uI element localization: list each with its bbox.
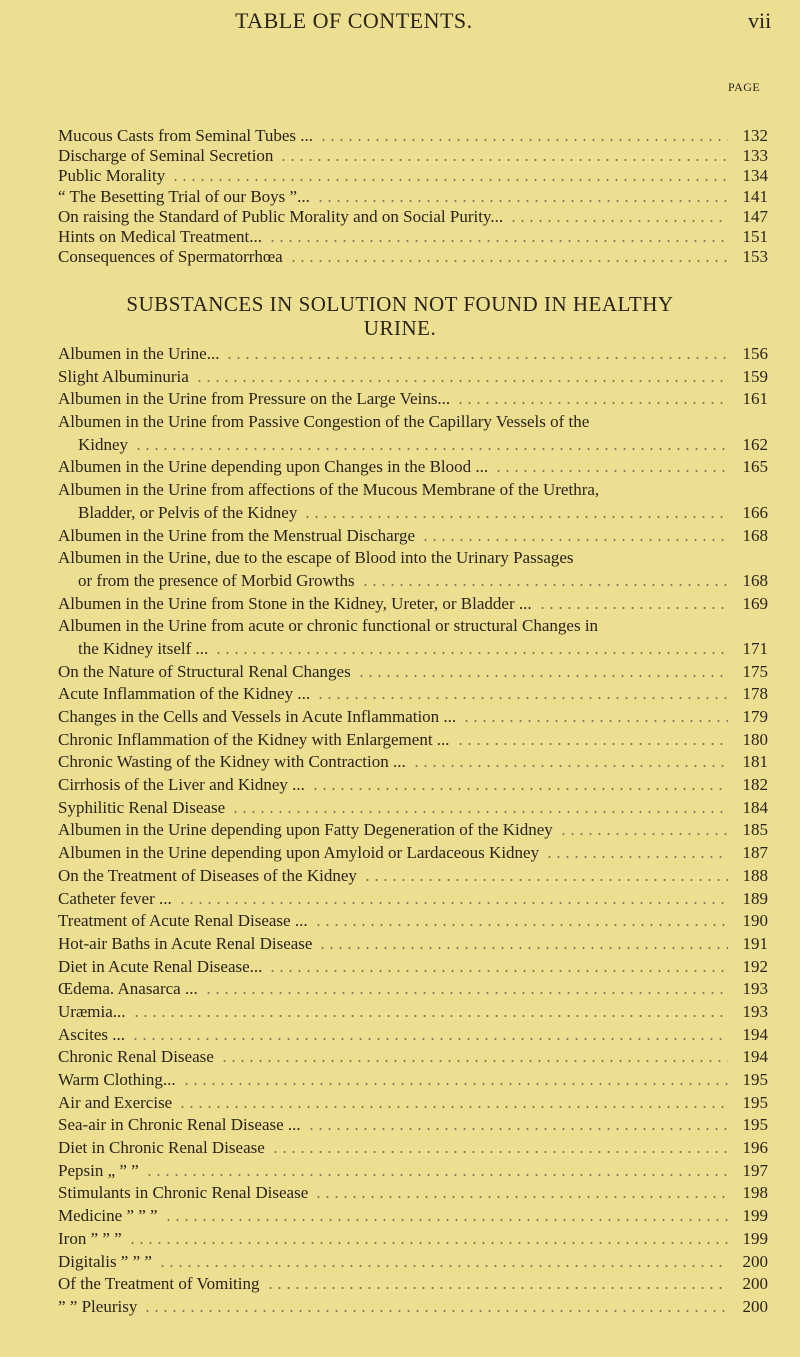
toc-entry — [58, 457, 768, 480]
toc-entry — [58, 684, 768, 707]
dot-leader — [266, 1287, 729, 1289]
dot-leader — [314, 1196, 728, 1198]
toc-entry-title: Diet in Chronic Renal Disease — [58, 1138, 265, 1158]
toc-entry-title: Albumen in the Urine... — [58, 344, 220, 363]
toc-entry-page: 168 — [742, 570, 768, 590]
toc-section-1 — [58, 126, 768, 267]
toc-entry — [58, 166, 768, 186]
toc-entry-page: 200 — [742, 1274, 768, 1294]
toc-entry — [58, 798, 768, 821]
toc-entry — [58, 1274, 768, 1297]
dot-leader — [171, 179, 728, 181]
toc-entry — [58, 707, 768, 730]
toc-entry-title: Acute Inflammation of the Kidney ... — [58, 684, 311, 704]
toc-entry-title: Chronic Wasting of the Kidney with Contraction ... — [58, 752, 406, 772]
toc-entry-title: Albumen in the Urine, due to the escape of Blood into the Urinary Passages — [58, 548, 574, 568]
toc-entry-page: 161 — [742, 389, 768, 409]
toc-entry-page: 199 — [742, 1206, 768, 1226]
toc-entry-page: 166 — [742, 502, 768, 522]
dot-leader — [268, 970, 728, 972]
dot-leader — [456, 402, 728, 404]
toc-entry-page: 134 — [742, 166, 768, 186]
toc-entry-title: Consequences of Spermatorrhœa — [58, 247, 283, 267]
toc-entry-page: 188 — [742, 865, 768, 885]
dot-leader — [316, 697, 728, 699]
dot-leader — [231, 811, 728, 813]
toc-entry-page: 200 — [742, 1296, 768, 1316]
dot-leader — [412, 765, 728, 767]
section-heading — [0, 292, 800, 340]
toc-entry-page: 162 — [742, 434, 768, 454]
dot-leader — [128, 1242, 728, 1244]
section-heading-line: URINE. — [363, 316, 437, 340]
toc-entry-page: 180 — [742, 729, 768, 749]
dot-leader — [307, 1128, 728, 1130]
toc-entry-page: 184 — [742, 797, 768, 817]
toc-entry-title: Digitalis ” ” ” — [58, 1251, 152, 1271]
toc-entry-title: Syphilitic Renal Disease — [58, 797, 226, 817]
toc-entry-page: 169 — [742, 593, 768, 613]
toc-entry — [58, 662, 768, 685]
toc-entry — [58, 616, 768, 639]
toc-entry-title: Pepsin „ ” ” — [58, 1160, 139, 1180]
toc-entry-title: Albumen in the Urine from affections of the Mucous Membrane of the Urethra, — [58, 480, 600, 500]
toc-entry — [58, 126, 768, 146]
toc-entry-page: 156 — [742, 344, 768, 363]
dot-leader — [462, 720, 728, 722]
toc-entry — [58, 979, 768, 1002]
toc-entry — [58, 367, 768, 390]
toc-entry-page: 192 — [742, 956, 768, 976]
toc-entry-title: Changes in the Cells and Vessels in Acute Inflammation ... — [58, 707, 457, 726]
dot-leader — [318, 947, 728, 949]
toc-entry-page: 159 — [742, 366, 768, 386]
toc-entry-page: 187 — [742, 843, 768, 863]
dot-leader — [303, 516, 728, 518]
dot-leader — [225, 357, 728, 359]
toc-entry-title: Cirrhosis of the Liver and Kidney ... — [58, 775, 305, 795]
toc-entry-title: Kidney — [78, 434, 129, 454]
toc-entry-page: 133 — [742, 146, 768, 166]
toc-entry-title: Chronic Inflammation of the Kidney with Enlargement ... — [58, 729, 450, 749]
toc-entry-title: Iron ” ” ” — [58, 1228, 122, 1248]
toc-entry — [58, 344, 768, 367]
section-heading-line: SUBSTANCES IN SOLUTION NOT FOUND IN HEALTHY — [126, 292, 674, 316]
dot-leader — [311, 788, 728, 790]
toc-entry — [58, 1093, 768, 1116]
toc-entry — [58, 1138, 768, 1161]
toc-entry — [58, 730, 768, 753]
toc-entry-title: Catheter fever ... — [58, 888, 172, 908]
toc-entry — [58, 957, 768, 980]
toc-entry-title: “ The Besetting Trial of our Boys ”... — [58, 186, 310, 206]
toc-entry — [58, 1297, 768, 1320]
toc-entry-title: Medicine ” ” ” — [58, 1206, 158, 1226]
toc-entry — [58, 1252, 768, 1275]
toc-entry — [58, 1161, 768, 1184]
toc-entry-page: 199 — [742, 1228, 768, 1248]
dot-leader — [143, 1310, 728, 1312]
toc-entry-title: Chronic Renal Disease — [58, 1047, 214, 1067]
dot-leader — [214, 652, 728, 654]
toc-entry — [58, 594, 768, 617]
dot-leader — [456, 743, 728, 745]
toc-entry — [58, 752, 768, 775]
toc-entry — [58, 503, 768, 526]
toc-entry-page: 175 — [742, 661, 768, 681]
dot-leader — [158, 1265, 728, 1267]
toc-entry-page: 198 — [742, 1183, 768, 1203]
toc-entry — [58, 1047, 768, 1070]
dot-leader — [357, 675, 728, 677]
toc-entry-page: 141 — [742, 186, 768, 206]
toc-entry-page: 195 — [742, 1092, 768, 1112]
toc-entry — [58, 435, 768, 458]
toc-entry-page: 195 — [742, 1115, 768, 1135]
toc-entry-title: ” ” Pleurisy — [58, 1296, 138, 1316]
toc-entry — [58, 866, 768, 889]
toc-entry — [58, 227, 768, 247]
toc-entry-page: 182 — [742, 775, 768, 795]
page-column-label: PAGE — [728, 80, 761, 94]
dot-leader — [279, 159, 728, 161]
toc-entry-page: 191 — [742, 933, 768, 953]
dot-leader — [316, 200, 728, 202]
toc-entry — [58, 1002, 768, 1025]
dot-leader — [195, 380, 728, 382]
toc-entry-title: Albumen in the Urine depending upon Changes in the Blood ... — [58, 457, 489, 477]
dot-leader — [204, 992, 728, 994]
toc-entry-page: 165 — [742, 457, 768, 477]
toc-entry-page: 171 — [742, 638, 768, 658]
toc-entry-title: the Kidney itself ... — [78, 638, 209, 658]
toc-entry-title: Of the Treatment of Vomiting — [58, 1274, 260, 1294]
toc-entry — [58, 571, 768, 594]
dot-leader — [421, 539, 728, 541]
toc-entry-page: 190 — [742, 911, 768, 931]
toc-entry-title: Air and Exercise — [58, 1092, 173, 1112]
toc-entry-title: Albumen in the Urine depending upon Amyloid or Lardaceous Kidney — [58, 843, 540, 863]
toc-entry — [58, 207, 768, 227]
toc-entry-title: Diet in Acute Renal Disease... — [58, 956, 263, 976]
toc-entry — [58, 775, 768, 798]
dot-leader — [220, 1060, 728, 1062]
toc-entry-title: Public Morality — [58, 166, 166, 186]
toc-entry — [58, 934, 768, 957]
toc-entry — [58, 1229, 768, 1252]
toc-entry — [58, 480, 768, 503]
toc-entry — [58, 412, 768, 435]
running-head — [0, 8, 800, 38]
dot-leader — [538, 607, 728, 609]
toc-entry — [58, 247, 768, 267]
toc-entry-page: 195 — [742, 1070, 768, 1089]
toc-entry-page: 196 — [742, 1138, 768, 1158]
toc-entry-title: Stimulants in Chronic Renal Disease — [58, 1183, 309, 1203]
page-folio: vii — [748, 8, 772, 33]
toc-entry-title: On raising the Standard of Public Morality and on Social Purity... — [58, 206, 504, 226]
dot-leader — [164, 1219, 728, 1221]
toc-entry-title: Ascites ... — [58, 1024, 126, 1044]
dot-leader — [509, 220, 728, 222]
toc-entry — [58, 187, 768, 207]
running-head-title: TABLE OF CONTENTS. — [235, 8, 473, 33]
toc-entry — [58, 1206, 768, 1229]
toc-entry-page: 147 — [742, 206, 768, 226]
toc-entry — [58, 1070, 768, 1093]
dot-leader — [319, 139, 728, 141]
toc-entry-title: Albumen in the Urine from the Menstrual Discharge — [58, 525, 416, 545]
toc-entry-page: 193 — [742, 979, 768, 999]
dot-leader — [178, 902, 728, 904]
toc-entry-title: Treatment of Acute Renal Disease ... — [58, 911, 308, 931]
dot-leader — [363, 879, 728, 881]
toc-entry — [58, 889, 768, 912]
toc-entry-page: 194 — [742, 1024, 768, 1044]
toc-entry-page: 189 — [742, 888, 768, 908]
toc-entry-title: Hints on Medical Treatment... — [58, 226, 262, 246]
toc-entry-title: Albumen in the Urine from Pressure on the Large Veins... — [58, 389, 451, 409]
toc-entry-title: Sea-air in Chronic Renal Disease ... — [58, 1115, 301, 1135]
toc-entry — [58, 1183, 768, 1206]
toc-entry — [58, 820, 768, 843]
toc-entry — [58, 146, 768, 166]
toc-entry-page: 132 — [742, 126, 768, 145]
toc-entry — [58, 526, 768, 549]
dot-leader — [314, 924, 728, 926]
toc-entry-title: On the Nature of Structural Renal Changes — [58, 661, 351, 681]
toc-entry-title: Uræmia... — [58, 1001, 126, 1021]
toc-entry-page: 193 — [742, 1001, 768, 1021]
dot-leader — [545, 856, 728, 858]
toc-entry-page: 151 — [742, 226, 768, 246]
dot-leader — [361, 584, 728, 586]
toc-entry-page: 194 — [742, 1047, 768, 1067]
dot-leader — [494, 470, 728, 472]
dot-leader — [289, 260, 728, 262]
toc-entry-page: 178 — [742, 684, 768, 704]
toc-entry-page: 181 — [742, 752, 768, 772]
dot-leader — [178, 1106, 728, 1108]
toc-entry — [58, 843, 768, 866]
toc-entry-title: Slight Albuminuria — [58, 366, 189, 386]
dot-leader — [145, 1174, 728, 1176]
toc-entry — [58, 548, 768, 571]
toc-entry-page: 168 — [742, 525, 768, 545]
toc-entry — [58, 389, 768, 412]
toc-entry-title: Hot-air Baths in Acute Renal Disease — [58, 933, 313, 953]
toc-entry-page: 153 — [742, 247, 768, 267]
toc-entry-page: 197 — [742, 1160, 768, 1180]
toc-entry-title: Warm Clothing... — [58, 1070, 176, 1089]
toc-entry-title: Bladder, or Pelvis of the Kidney — [78, 502, 298, 522]
toc-entry-title: Mucous Casts from Seminal Tubes ... — [58, 126, 314, 145]
dot-leader — [268, 240, 728, 242]
dot-leader — [271, 1151, 728, 1153]
toc-entry-title: Albumen in the Urine from acute or chronic functional or structural Changes in — [58, 616, 599, 636]
toc-entry-page: 179 — [742, 707, 768, 726]
toc-entry-title: Albumen in the Urine from Stone in the Kidney, Ureter, or Bladder ... — [58, 593, 532, 613]
toc-entry-title: Albumen in the Urine depending upon Fatty Degeneration of the Kidney — [58, 820, 553, 840]
toc-entry — [58, 639, 768, 662]
dot-leader — [559, 833, 728, 835]
dot-leader — [182, 1083, 728, 1085]
toc-entry-title: Albumen in the Urine from Passive Congestion of the Capillary Vessels of the — [58, 412, 590, 432]
toc-entry-title: or from the presence of Morbid Growths — [78, 570, 355, 590]
toc-entry — [58, 1115, 768, 1138]
dot-leader — [132, 1015, 728, 1017]
toc-entry — [58, 911, 768, 934]
toc-entry-page: 185 — [742, 820, 768, 840]
toc-entry-title: Œdema. Anasarca ... — [58, 979, 198, 999]
dot-leader — [134, 448, 728, 450]
toc-entry-title: Discharge of Seminal Secretion — [58, 146, 274, 166]
dot-leader — [131, 1038, 728, 1040]
toc-section-2 — [58, 344, 768, 1320]
toc-entry-title: On the Treatment of Diseases of the Kidney — [58, 865, 357, 885]
toc-entry-page: 200 — [742, 1251, 768, 1271]
toc-entry — [58, 1025, 768, 1048]
